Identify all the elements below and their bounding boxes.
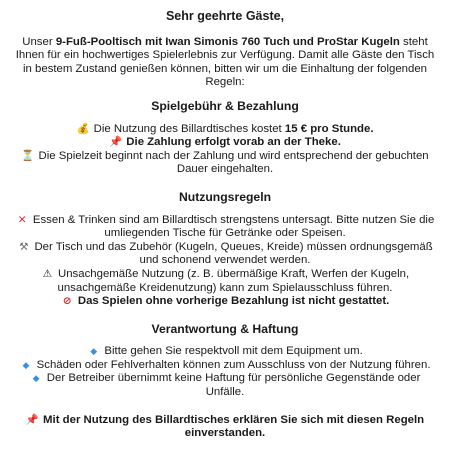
fee-time-text: Die Spielzeit beginnt nach der Zahlung und wird entsprechend der gebuchten Dauer eingehalten. (38, 149, 429, 176)
intro-table-name: 9-Fuß-Pooltisch mit Iwan Simonis 760 Tuch und ProStar Kugeln (55, 35, 400, 48)
greeting: Sehr geehrte Gäste, (165, 9, 285, 23)
intro-text-start: Unser (22, 35, 56, 48)
closing-statement (14, 414, 436, 441)
blue-diamond-icon: ◆ (32, 373, 40, 384)
blue-diamond-icon: ◆ (22, 359, 30, 370)
intro-text-end: steht Ihnen für ein hochwertiges Spielerlebnis zur Verfügung. Damit alle Gäste den Tisch in bestem Zustand genießen können, bitten wir um die Einhaltung der folgenden Regeln: (15, 35, 435, 89)
liability-operator-text: Der Betreiber übernimmt keine Haftung für persönliche Gegenstände oder Unfälle. (46, 372, 421, 399)
fee-payment-line (14, 136, 436, 150)
hammer-wrench-icon: ⚒ (19, 240, 29, 253)
money-bag-icon: 💰 (76, 122, 90, 135)
pushpin-icon: 📌 (25, 413, 39, 426)
liability-damage-text: Schäden oder Fehlverhalten können zum Ausschluss von der Nutzung führen. (36, 358, 431, 371)
rule-misuse-text: Unsachgemäße Nutzung (z. B. übermäßige Kraft, Werfen der Kugeln, unsachgemäße Kreidenutzung) kann zum Spielausschluss führen. (57, 267, 410, 294)
fee-usage-text: Die Nutzung des Billardtisches kostet (93, 122, 285, 135)
liability-section (14, 345, 436, 399)
rule-no-pay-text: Das Spielen ohne vorherige Bezahlung ist nicht gestattet. (77, 295, 390, 308)
intro-paragraph (14, 36, 436, 90)
liability-respect-line (14, 345, 436, 359)
liability-operator-line (14, 372, 436, 399)
fee-payment-text: Die Zahlung erfolgt vorab an der Theke. (126, 136, 341, 149)
hourglass-icon: ⏳ (21, 149, 35, 162)
closing-text: Mit der Nutzung des Billardtisches erklären Sie sich mit diesen Regeln einverstanden. (43, 413, 425, 440)
warning-icon: ⚠ (42, 267, 53, 280)
blue-diamond-icon: ◆ (90, 346, 98, 357)
liability-heading: Verantwortung & Haftung (151, 321, 299, 336)
pushpin-icon: 📌 (109, 136, 123, 149)
rule-food-text: Essen & Trinken sind am Billardtisch strengstens untersagt. Bitte nutzen Sie die umliegenden Tische für Getränke oder Speisen. (32, 213, 435, 240)
rule-no-pay-line (14, 295, 436, 309)
usage-section (14, 214, 436, 309)
fees-heading: Spielgebühr & Bezahlung (151, 98, 299, 113)
fee-usage-line (14, 123, 436, 137)
no-entry-icon: ⊘ (62, 295, 72, 308)
fee-time-line (14, 150, 436, 177)
liability-damage-line (14, 359, 436, 373)
rule-food-line (14, 214, 436, 241)
rule-equipment-text: Der Tisch und das Zubehör (Kugeln, Queues, Kreide) müssen ordnungsgemäß und schonend verwendet werden. (34, 240, 433, 267)
usage-heading: Nutzungsregeln (178, 189, 272, 204)
rule-equipment-line (14, 241, 436, 268)
fees-section (14, 123, 436, 177)
cross-mark-icon: ✕ (17, 213, 27, 226)
liability-respect-text: Bitte gehen Sie respektvoll mit dem Equipment um. (104, 345, 363, 358)
rule-misuse-line (14, 268, 436, 295)
fee-usage-price: 15 € pro Stunde. (284, 122, 374, 135)
